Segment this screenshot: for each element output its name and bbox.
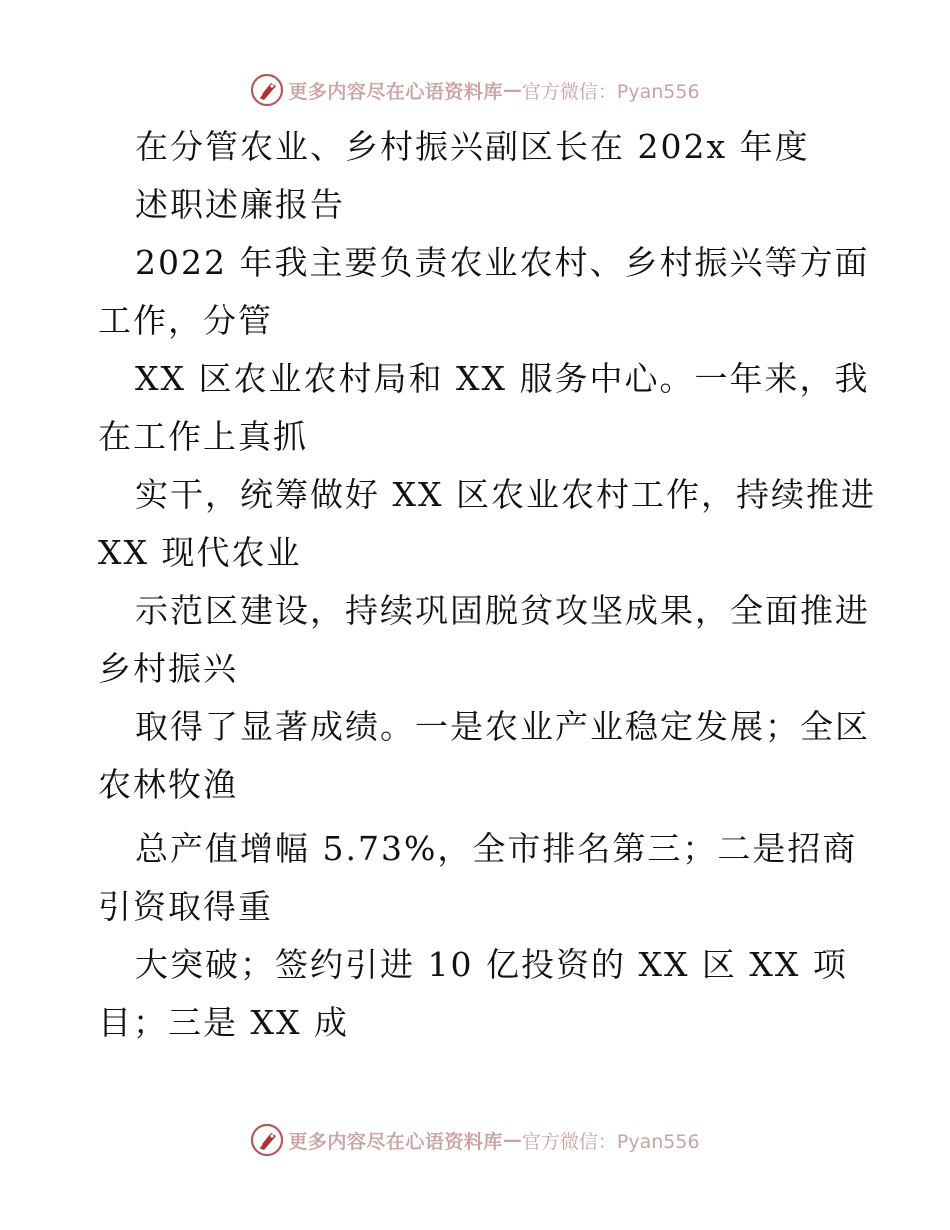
paragraph-line: 引资取得重: [98, 887, 273, 926]
paragraph-line: 乡村振兴: [98, 649, 238, 688]
footer-watermark: [0, 1120, 950, 1160]
paragraph-line: 实干，统筹做好 XX 区农业农村工作，持续推进: [135, 475, 876, 514]
paragraph-line: 目；三是 XX 成: [98, 1003, 349, 1042]
banner-separator: —: [502, 1129, 522, 1151]
paragraph-line: 工作，分管: [98, 301, 273, 340]
paragraph-line: 在工作上真抓: [98, 417, 308, 456]
paragraph-line: 农林牧渔: [98, 765, 238, 804]
paragraph-line: 取得了显著成绩。一是农业产业稳定发展；全区: [135, 707, 870, 746]
pen-nib-logo-icon: [250, 1123, 284, 1157]
paragraph-line: 2022 年我主要负责农业农村、乡村振兴等方面: [135, 243, 870, 282]
title-line-2: 述职述廉报告: [135, 185, 345, 224]
header-watermark: [0, 70, 950, 110]
paragraph-line: 总产值增幅 5.73%，全市排名第三；二是招商: [135, 829, 858, 868]
banner-wechat: 官方微信：Pyan556: [521, 80, 700, 103]
paragraph-line: XX 现代农业: [98, 533, 302, 572]
banner-separator: —: [502, 79, 522, 101]
paragraph-line: 示范区建设，持续巩固脱贫攻坚成果，全面推进: [135, 591, 870, 630]
paragraph-line: XX 区农业农村局和 XX 服务中心。一年来，我: [135, 359, 870, 398]
paragraph-line: 大突破；签约引进 10 亿投资的 XX 区 XX 项: [135, 945, 848, 984]
banner-text: 更多内容尽在心语资料库: [288, 1130, 503, 1153]
title-line-1: 在分管农业、乡村振兴副区长在 202x 年度: [135, 127, 810, 166]
banner-wechat: 官方微信：Pyan556: [521, 1130, 700, 1153]
pen-nib-logo-icon: [250, 73, 284, 107]
banner-text: 更多内容尽在心语资料库: [288, 80, 503, 103]
